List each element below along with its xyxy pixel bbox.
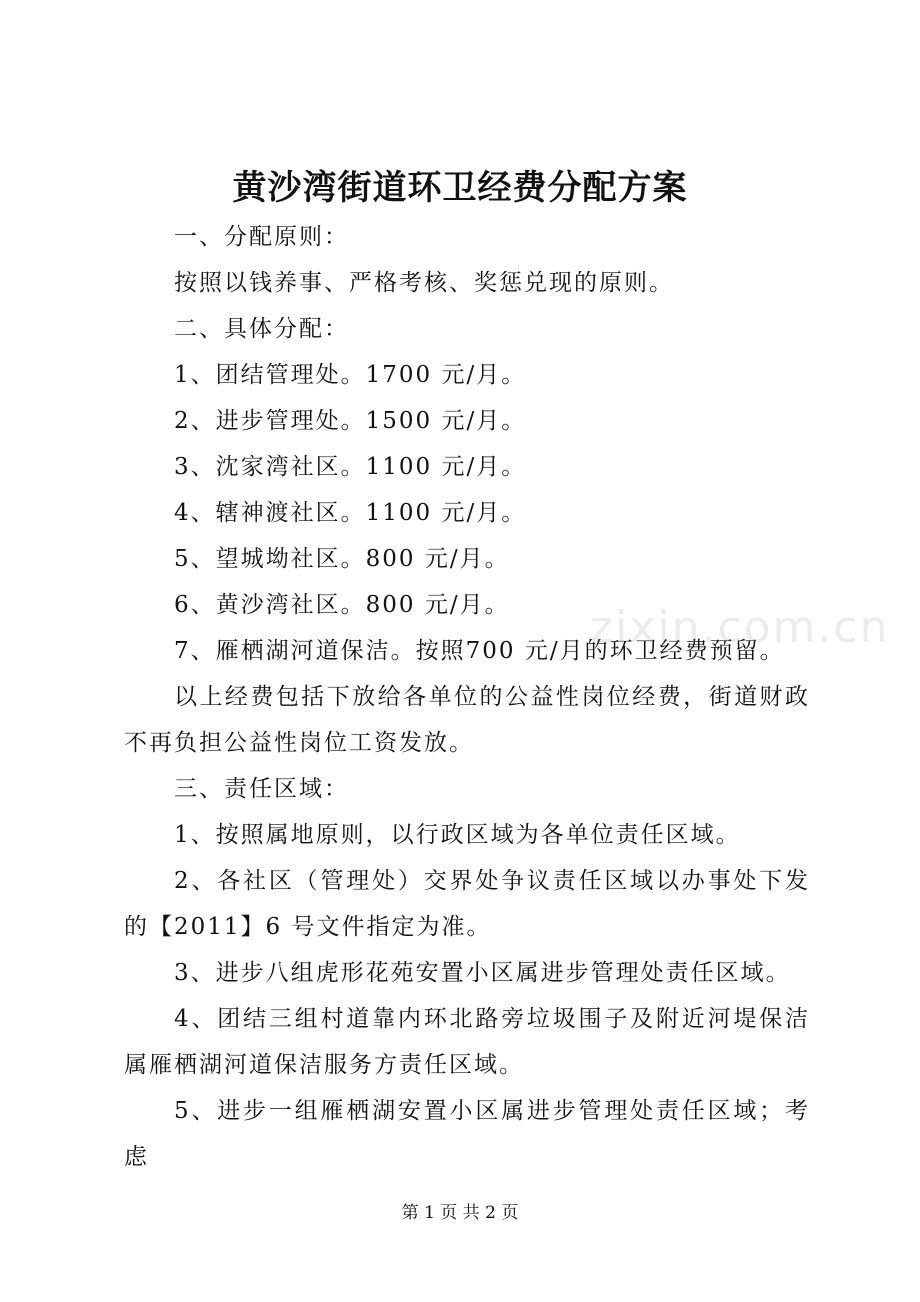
list-item: 1、按照属地原则，以行政区域为各单位责任区域。 bbox=[174, 822, 741, 848]
watermark: zixin.com.cn bbox=[590, 602, 890, 653]
page-footer: 第 1 页 共 2 页 bbox=[401, 1203, 519, 1223]
list-item: 2、各社区（管理处）交界处争议责任区域以办事处下发的【2011】6 号文件指定为准。 bbox=[124, 868, 810, 940]
list-item: 1、团结管理处。1700 元/月。 bbox=[174, 362, 527, 388]
list-item: 7、雁栖湖河道保洁。按照700 元/月的环卫经费预留。 bbox=[174, 638, 785, 664]
document-title: 黄沙湾街道环卫经费分配方案 bbox=[232, 168, 688, 208]
section-heading-principles: 一、分配原则： bbox=[174, 224, 349, 250]
list-item: 5、进步一组雁栖湖安置小区属进步管理处责任区域；考虑 bbox=[124, 1098, 810, 1170]
section-heading-responsibility: 三、责任区域： bbox=[174, 776, 349, 802]
section-heading-allocation: 二、具体分配： bbox=[174, 316, 349, 342]
list-item: 3、沈家湾社区。1100 元/月。 bbox=[174, 454, 527, 480]
list-item: 4、团结三组村道靠内环北路旁垃圾围子及附近河堤保洁属雁栖湖河道保洁服务方责任区域。 bbox=[124, 1006, 810, 1078]
list-item: 5、望城坳社区。800 元/月。 bbox=[174, 546, 510, 572]
list-item: 2、进步管理处。1500 元/月。 bbox=[174, 408, 527, 434]
list-item: 4、辖神渡社区。1100 元/月。 bbox=[174, 500, 527, 526]
paragraph: 以上经费包括下放给各单位的公益性岗位经费，街道财政不再负担公益性岗位工资发放。 bbox=[124, 684, 810, 756]
paragraph: 按照以钱养事、严格考核、奖惩兑现的原则。 bbox=[174, 270, 674, 296]
document-body bbox=[124, 214, 810, 1180]
list-item: 6、黄沙湾社区。800 元/月。 bbox=[174, 592, 510, 618]
list-item: 3、进步八组虎形花苑安置小区属进步管理处责任区域。 bbox=[174, 960, 791, 986]
